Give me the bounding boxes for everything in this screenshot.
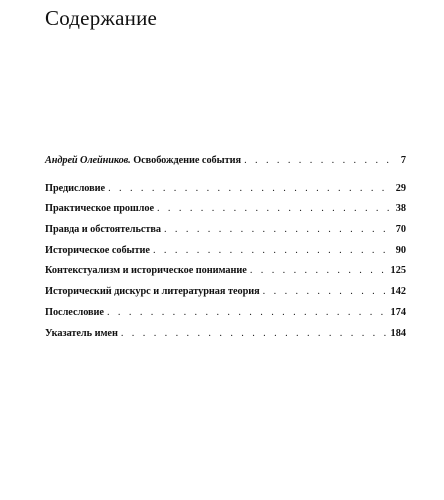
toc-entry-title: Указатель имен [45, 327, 118, 339]
dot-leader [108, 179, 393, 200]
toc-entry-page: 38 [395, 203, 406, 215]
toc-entry[interactable] [45, 179, 406, 200]
toc-entry-page: 70 [395, 224, 406, 236]
dot-leader [250, 261, 388, 282]
toc-entry-title: Практическое прошлое [45, 203, 154, 215]
toc-entry[interactable] [45, 261, 406, 282]
toc-entry[interactable] [45, 220, 406, 241]
toc-entry-page: 7 [400, 155, 406, 166]
toc-entry-page: 125 [390, 265, 406, 277]
toc-entry-page: 174 [390, 306, 406, 318]
toc-entry-title: Предисловие [45, 182, 106, 194]
page-title: Содержание [45, 6, 158, 30]
toc-entry-title: Историческое событие [45, 244, 150, 256]
dot-leader [263, 282, 388, 303]
toc-entry[interactable] [45, 199, 406, 220]
dot-leader [244, 151, 398, 172]
toc-entry-page: 184 [390, 327, 406, 339]
dot-leader [164, 220, 393, 241]
dot-leader [157, 199, 393, 220]
toc-entry-title: Правда и обстоятельства [45, 224, 161, 236]
toc-entry-page: 90 [395, 244, 406, 256]
dot-leader [107, 303, 388, 324]
toc-entry-page: 142 [390, 286, 406, 298]
toc-entry-title: Послесловие [45, 306, 104, 318]
toc-list [45, 151, 406, 344]
toc-entry-title: Контекстуализм и историческое понимание [45, 265, 247, 277]
toc-entry[interactable] [45, 303, 406, 324]
toc-entry-intro[interactable] [45, 151, 406, 172]
dot-leader [121, 324, 388, 345]
toc-entry-page: 29 [395, 182, 406, 194]
toc-entry-title: Освобождение события [133, 155, 242, 166]
toc-entry[interactable] [45, 241, 406, 262]
toc-entry-title: Исторический дискурс и литературная теория [45, 286, 260, 298]
toc-entry[interactable] [45, 282, 406, 303]
toc-entry[interactable] [45, 324, 406, 345]
dot-leader [153, 241, 393, 262]
toc-entry-author: Андрей Олейников. [45, 155, 131, 166]
